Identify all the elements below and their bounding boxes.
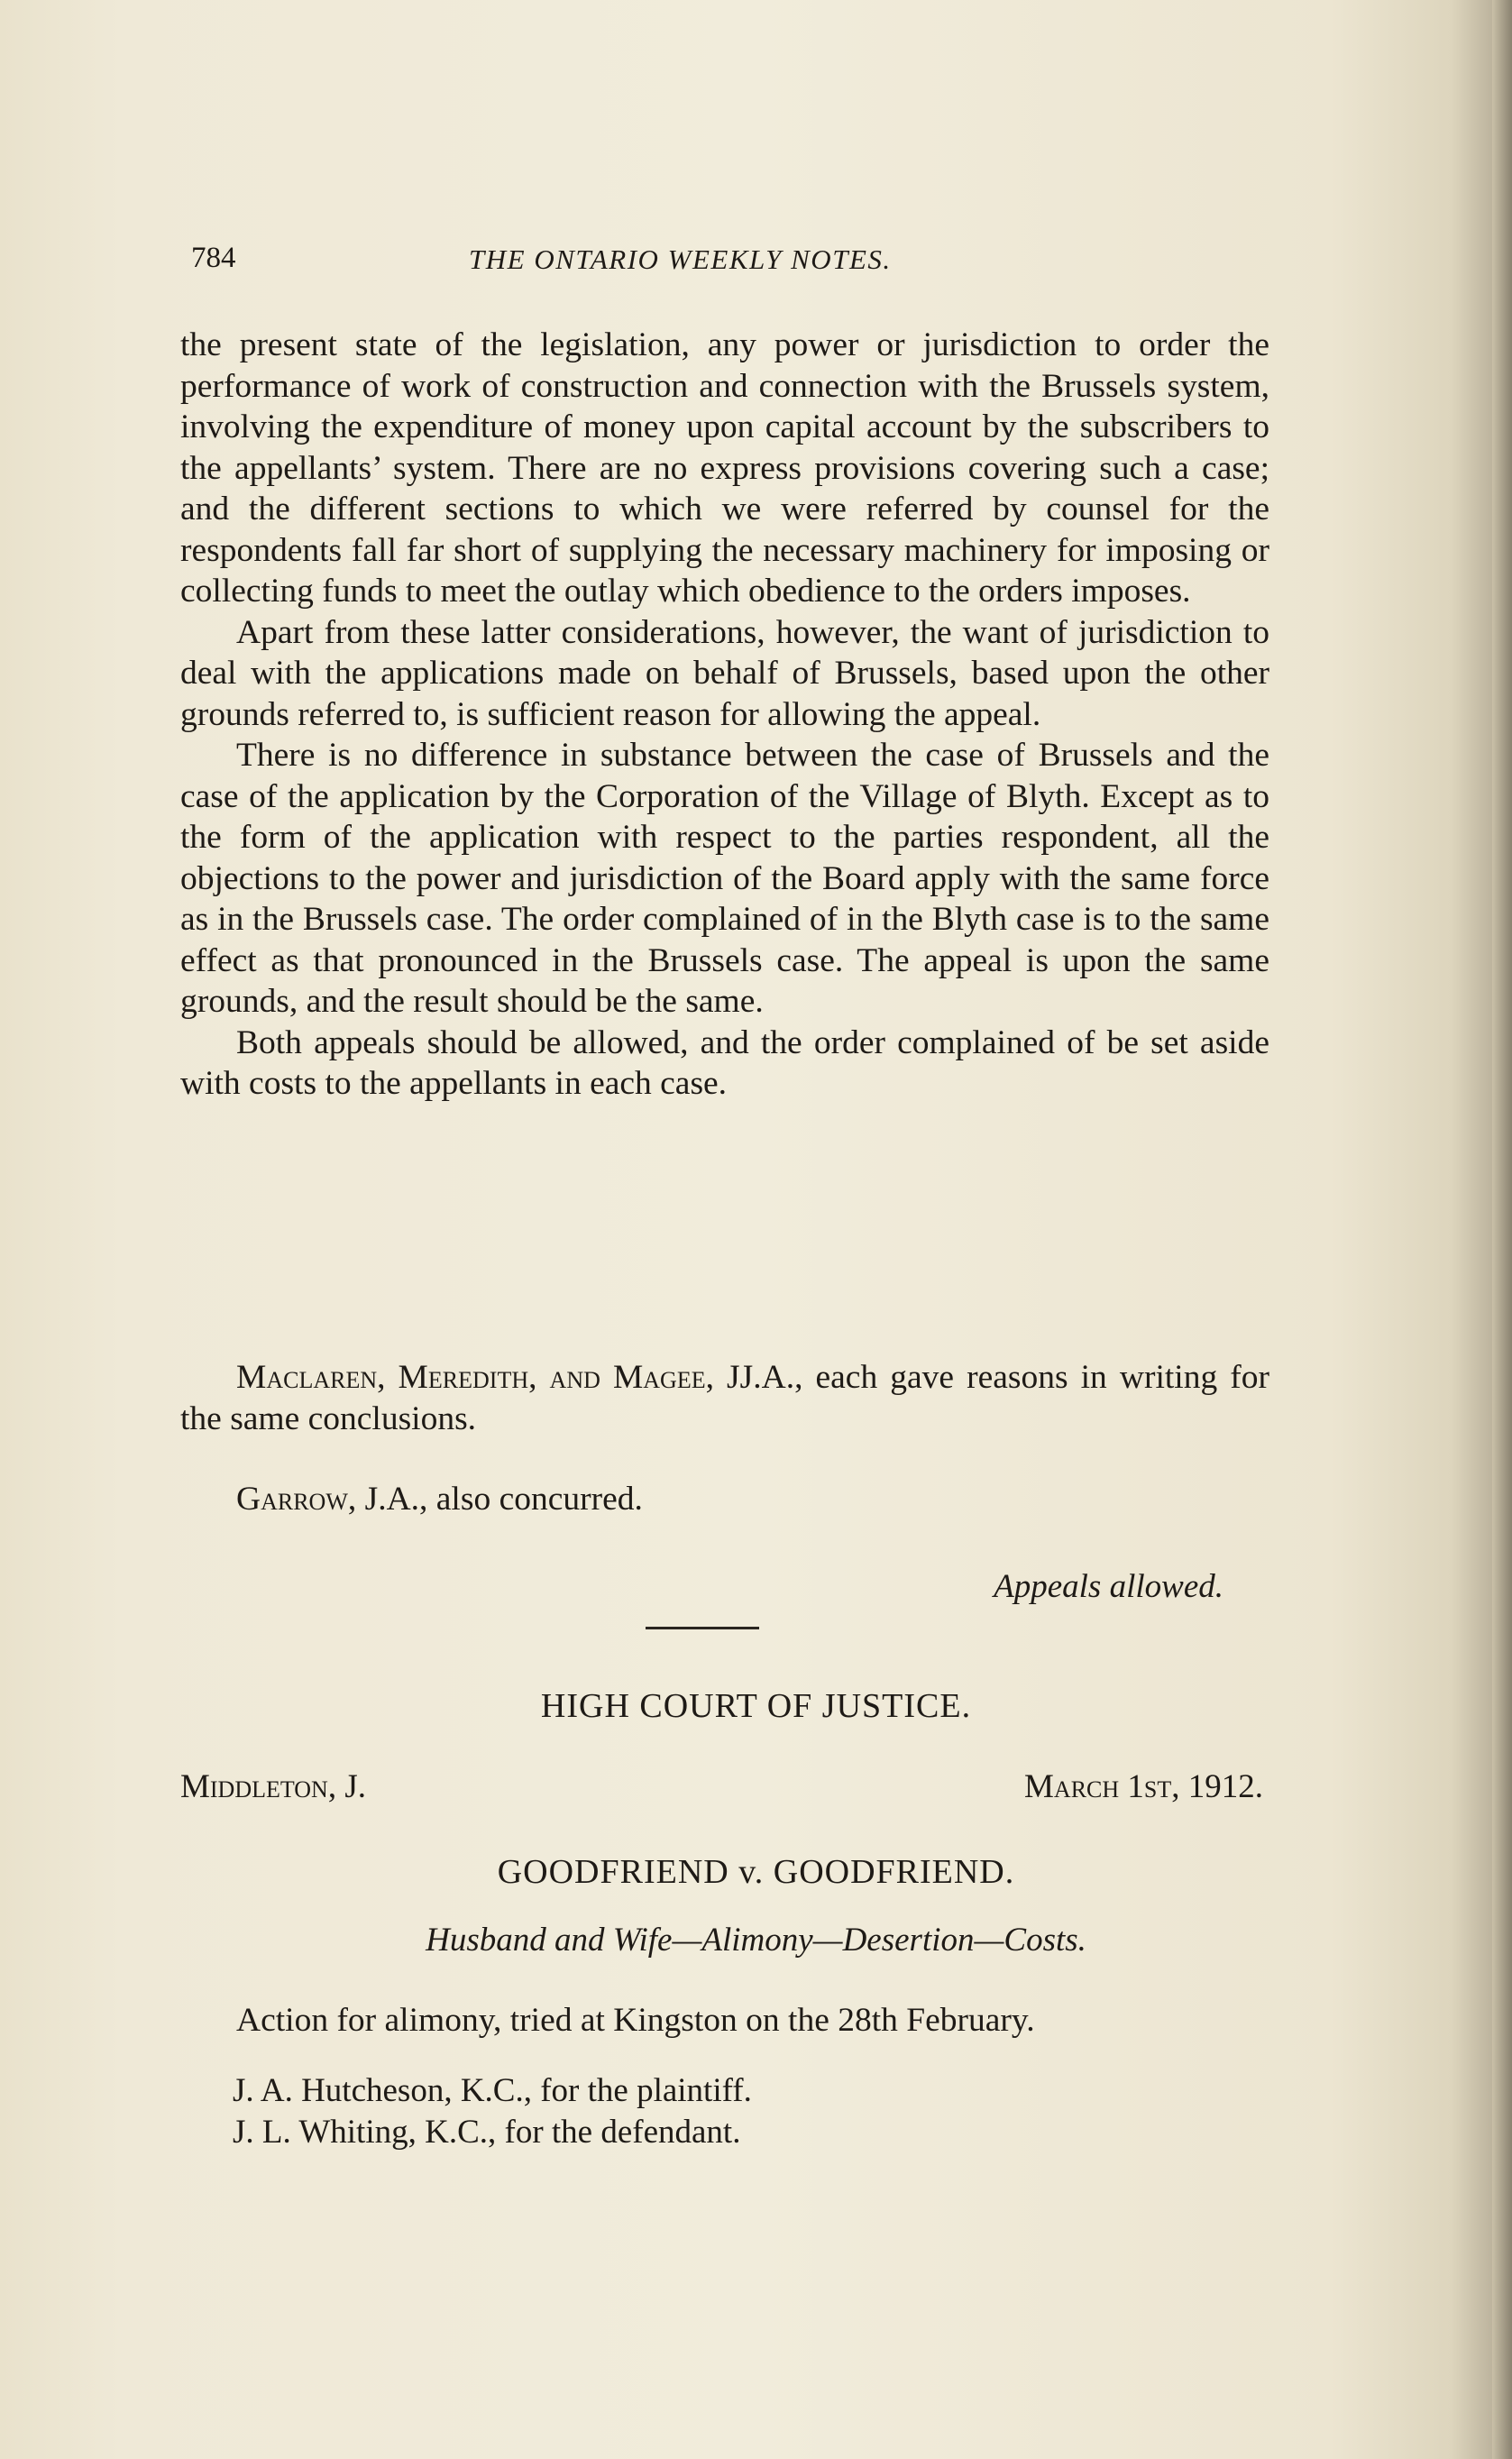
judgment-date: March 1st, 1912. [1024,1768,1263,1805]
page-number: 784 [191,242,236,274]
paragraph-4: Both appeals should be allowed, and the order complained of be set aside with costs to the appellants in each case. [180,1023,1269,1102]
case-subject: Husband and Wife—Alimony—Desertion—Costs. [426,1922,1086,1959]
page-edge-shadow [1492,0,1512,2459]
paragraph-6-text: J.A., also concurred. [356,1481,643,1518]
running-head: THE ONTARIO WEEKLY NOTES. [469,243,892,275]
garrow-paragraph [180,1479,1269,1520]
judge-name-garrow: Garrow, [236,1481,357,1518]
judge-name: Middleton, J. [180,1768,366,1805]
case-title: GOODFRIEND v. GOODFRIEND. [497,1853,1015,1891]
action-line: Action for alimony, tried at Kingston on the 28th February. [236,2002,1035,2039]
counsel-plaintiff: J. A. Hutcheson, K.C., for the plaintiff. [233,2072,752,2109]
counsel-block [233,2070,752,2153]
page-header [191,242,1273,287]
result-line: Appeals allowed. [994,1568,1223,1605]
counsel-defendant: J. L. Whiting, K.C., for the defendant. [233,2114,741,2151]
paragraph-1: the present state of the legislation, any power or jurisdiction to order the performance of work of construction and connection with the Brussels system, involving the expenditure of money upon capital account by the subscribers to the appellants’ system. There are no express provisions covering such a case; and the different sections to which we were referred by counsel for the respondents fall far short of supplying the necessary machinery for imposing or collecting funds to meet the outlay which obedience to the orders imposes. [180,326,1269,610]
body-text [180,325,1269,1105]
paragraph-5 [180,1357,1269,1439]
section-divider [646,1627,759,1629]
paragraph-5-text: JJ.A., each gave reasons in writing for the same conclusions. [180,1359,1269,1437]
paragraph-6 [180,1479,1269,1520]
paragraph-2: Apart from these latter considerations, however, the want of jurisdiction to deal with the applications made on behalf of Brussels, based upon the other grounds referred to, is sufficient reason for allowing the appeal. [180,613,1269,733]
judge-names: Maclaren, Meredith, and Magee, [236,1359,714,1396]
paragraph-3: There is no difference in substance between the case of Brussels and the case of the application by the Corporation of the Village of Blyth. Except as to the form of the application with respect to the parties respondent, all the objections to the power and jurisdiction of the Board apply with the same force as in the Brussels case. The order complained of in the Blyth case is to the same effect as that pronounced in the Brussels case. The appeal is upon the same grounds, and the result should be the same. [180,737,1269,1020]
concurring-judges-paragraph [180,1357,1269,1439]
action-paragraph [180,2000,1269,2042]
court-heading: HIGH COURT OF JUSTICE. [540,1687,972,1725]
